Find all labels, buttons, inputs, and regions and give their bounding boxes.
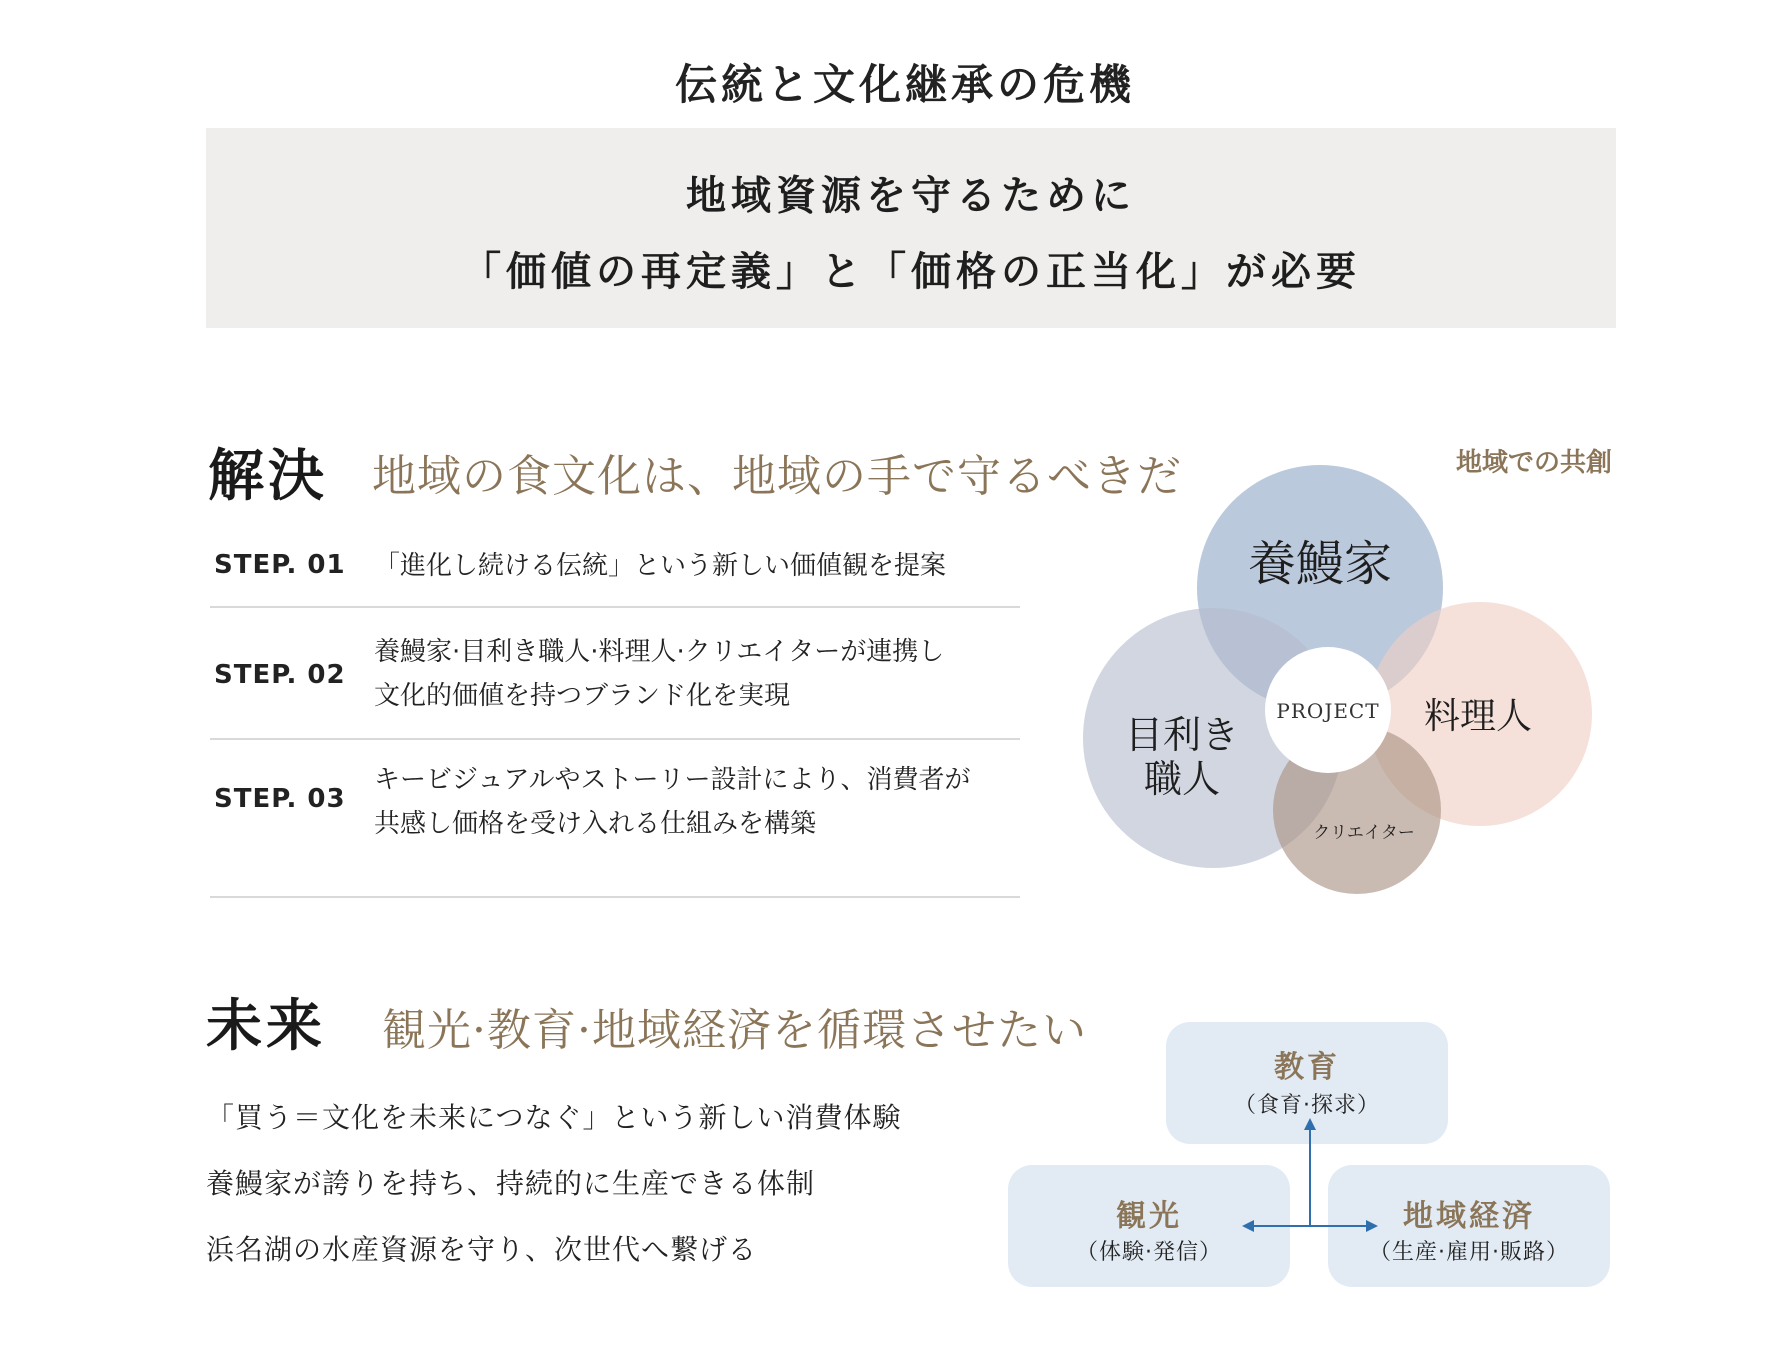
future-point-2: 養鰻家が誇りを持ち、持続的に生産できる体制 [206, 1167, 816, 1200]
banner-line-2: 「価値の再定義」と「価格の正当化」が必要 [461, 249, 1361, 295]
economy-title: 地域経済 [1403, 1199, 1535, 1234]
step-1-text: 「進化し続ける伝統」という新しい価値観を提案 [374, 551, 947, 581]
step-2-text-line-2: 文化的価値を持つブランド化を実現 [374, 681, 791, 711]
step-3-text-line-2: 共感し価格を受け入れる仕組みを構築 [374, 809, 817, 839]
creator-label: クリエイター [1313, 823, 1415, 843]
solution-label: 解決 [208, 444, 328, 509]
cocreation-diagram [1050, 430, 1650, 910]
future-headline: 観光·教育·地域経済を循環させたい [382, 1005, 1087, 1056]
cycle-arrows [1240, 1110, 1380, 1240]
step-divider [210, 606, 1020, 608]
cocreation-caption: 地域での共創 [1455, 448, 1612, 478]
arrow-up-icon [1304, 1118, 1316, 1130]
solution-headline: 地域の食文化は、地域の手で守るべきだ [372, 451, 1182, 502]
page-title: 伝統と文化継承の危機 [674, 60, 1135, 109]
step-2-label: STEP. 02 [214, 660, 346, 690]
arrow-right-icon [1366, 1220, 1378, 1232]
expert-label-line-2: 職人 [1143, 757, 1221, 801]
tourism-title: 観光 [1116, 1199, 1182, 1234]
future-label: 未来 [206, 994, 326, 1059]
step-2-text-line-1: 養鰻家·目利き職人·料理人·クリエイターが連携し [374, 637, 945, 667]
problem-banner [206, 128, 1616, 328]
step-3-label: STEP. 03 [214, 784, 346, 814]
step-divider [210, 738, 1020, 740]
arrow-left-icon [1242, 1220, 1254, 1232]
education-title: 教育 [1274, 1050, 1340, 1085]
step-divider [210, 896, 1020, 898]
economy-subtitle: （生産·雇用·販路） [1369, 1240, 1569, 1265]
tourism-subtitle: （体験·発信） [1076, 1240, 1222, 1265]
banner-line-1: 地域資源を守るために [686, 173, 1136, 219]
eel-farmer-label: 養鰻家 [1247, 536, 1393, 592]
step-1-label: STEP. 01 [214, 550, 346, 580]
education-subtitle: （食育·探求） [1234, 1093, 1380, 1118]
expert-label-line-1: 目利き [1124, 713, 1240, 757]
chef-label: 料理人 [1423, 696, 1533, 737]
future-point-3: 浜名湖の水産資源を守り、次世代へ繋げる [206, 1233, 758, 1266]
step-3-text-line-1: キービジュアルやストーリー設計により、消費者が [374, 765, 971, 795]
project-label: PROJECT [1276, 699, 1380, 723]
future-point-1: 「買う＝文化を未来につなぐ」という新しい消費体験 [206, 1101, 902, 1134]
